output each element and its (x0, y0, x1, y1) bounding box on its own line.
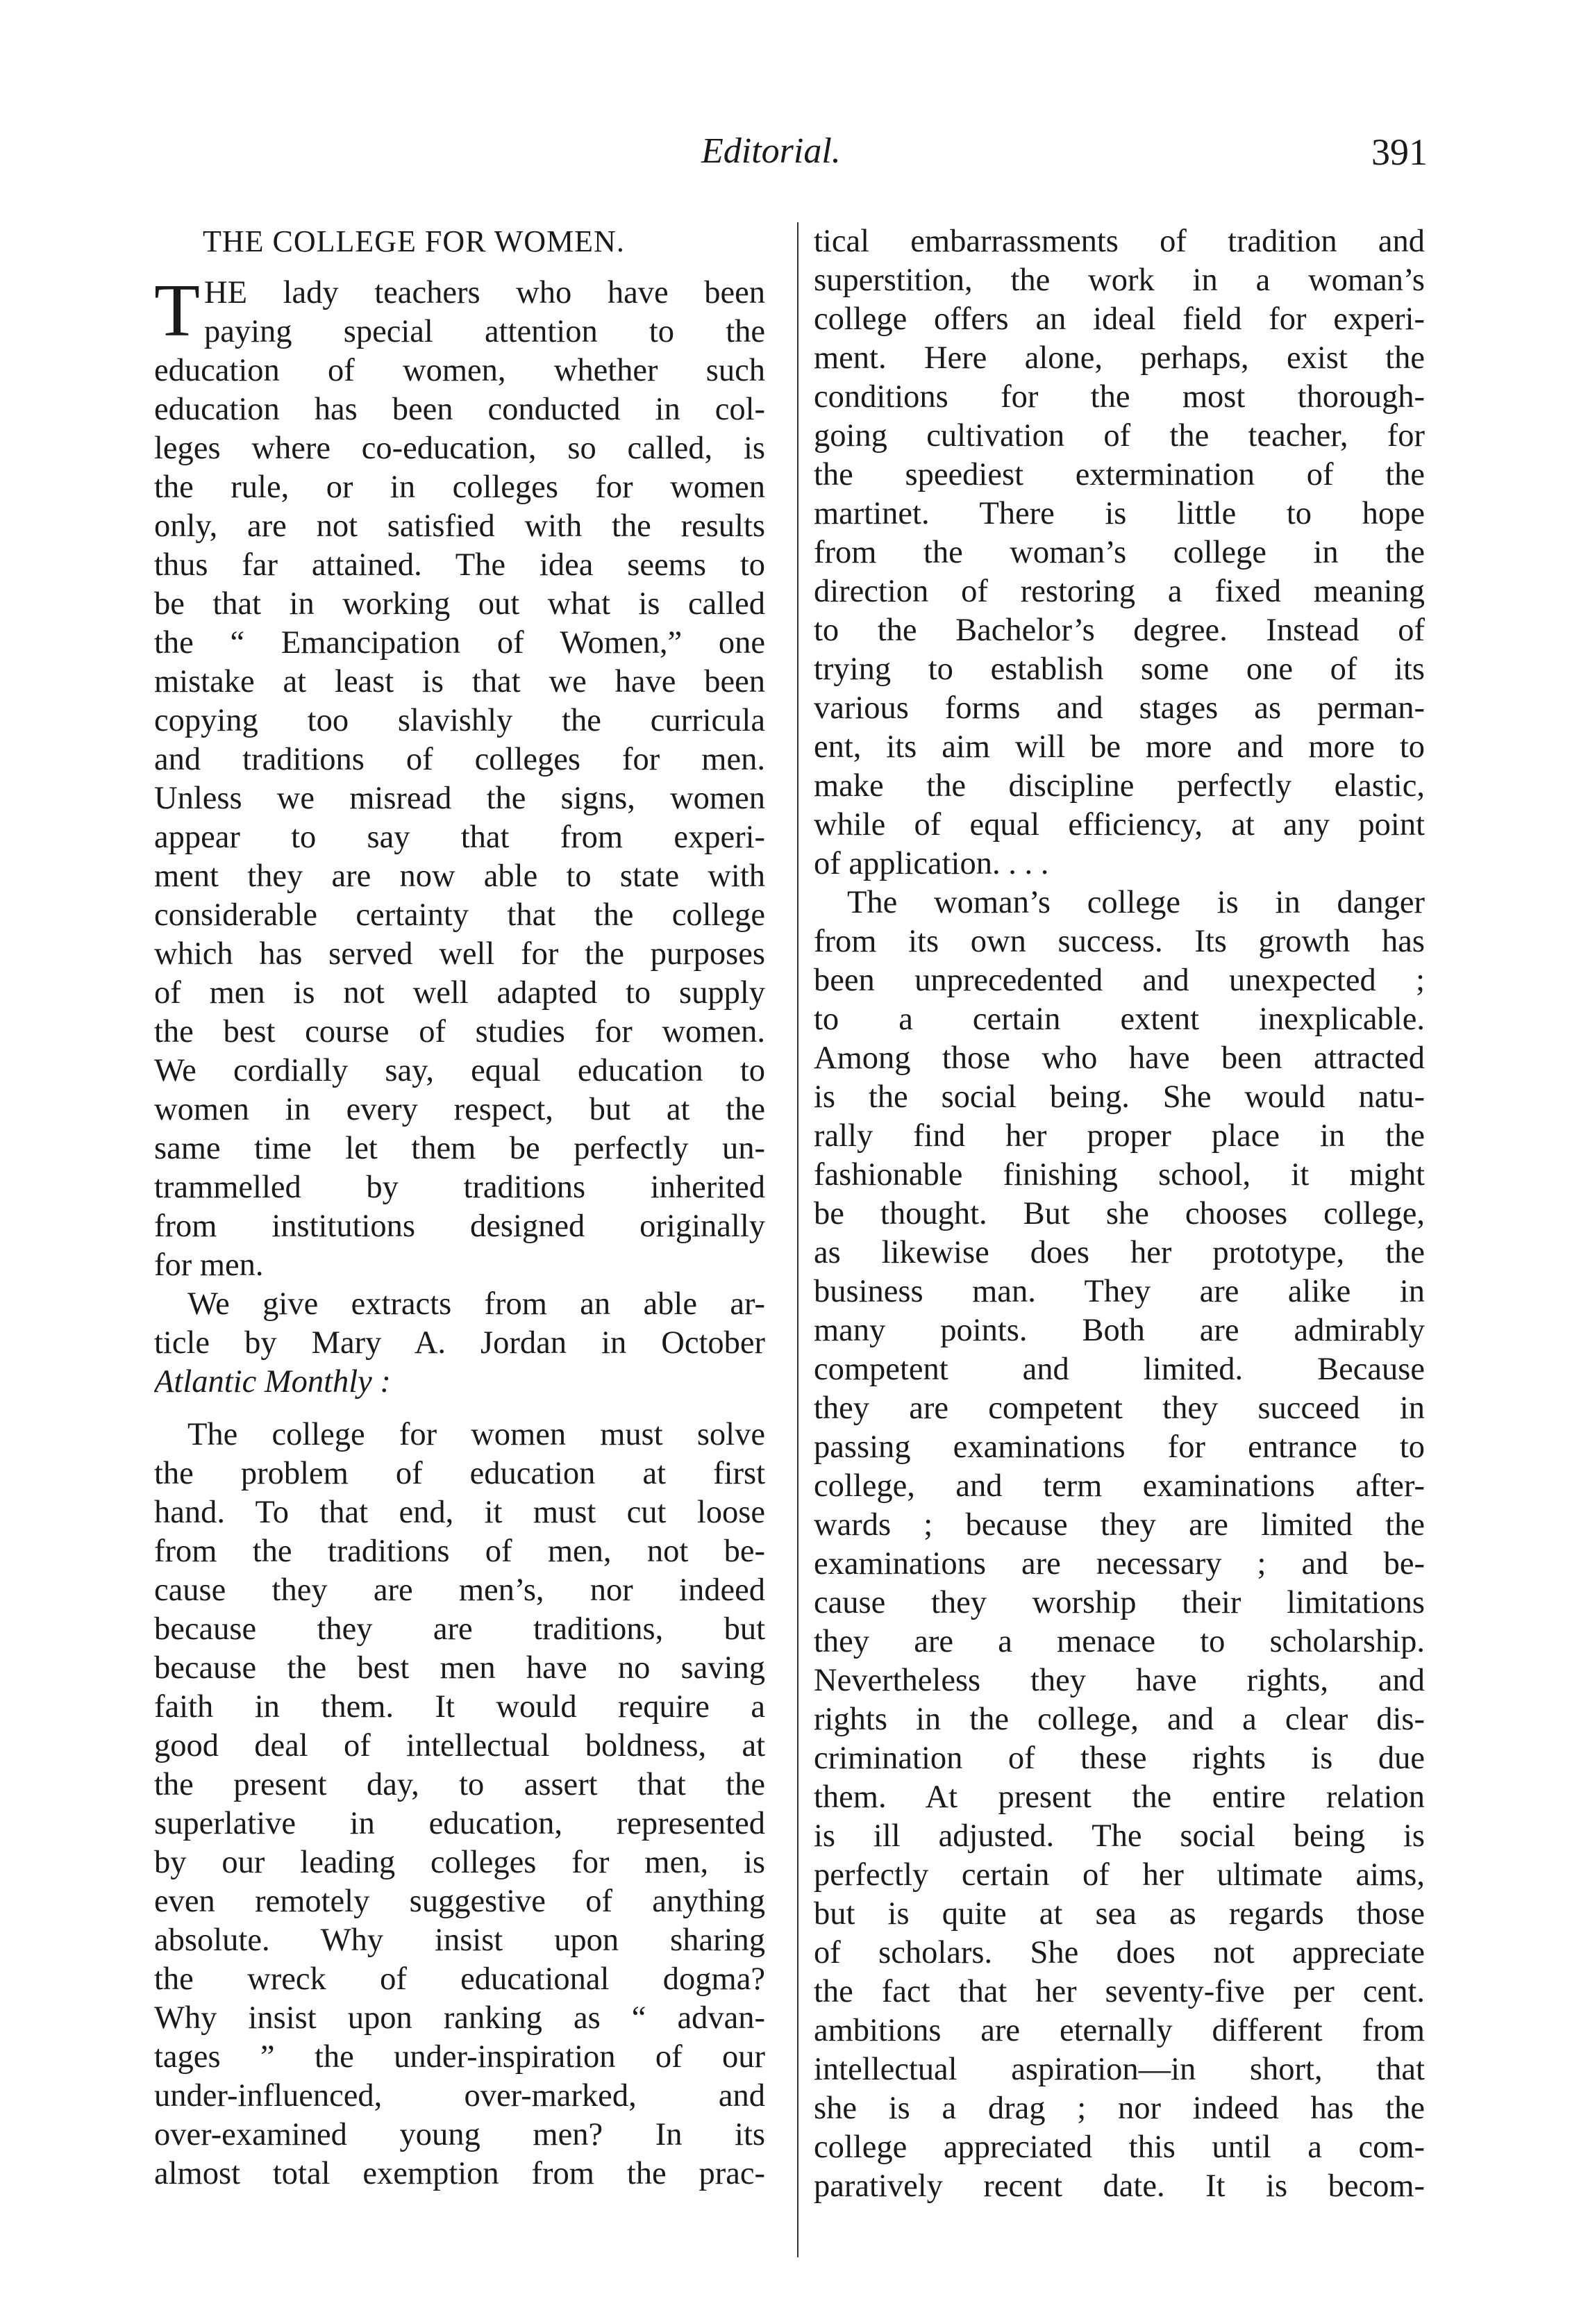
text-line: the fact that her seventy-five per cent. (814, 1974, 1425, 2009)
text-line: which has served well for the purposes (154, 936, 765, 972)
text-line: the present day, to assert that the (154, 1767, 765, 1802)
text-line: of scholars. She does not appreciate (814, 1935, 1425, 1970)
drop-cap: T (154, 269, 200, 352)
text-line: wards ; because they are limited the (814, 1507, 1425, 1543)
text-line: to the Bachelor’s degree. Instead of (814, 613, 1425, 648)
text-line: examinations are necessary ; and be- (814, 1546, 1425, 1582)
text-line: We cordially say, equal education to (154, 1053, 765, 1088)
text-line: Unless we misread the signs, women (154, 781, 765, 816)
text-line: The woman’s college is in danger (847, 885, 1425, 920)
page-number: 391 (1371, 131, 1428, 173)
text-line: the wreck of educational dogma? (154, 1961, 765, 1997)
running-header (0, 131, 1572, 186)
text-line: from its own success. Its growth has (814, 924, 1425, 959)
text-line: women in every respect, but at the (154, 1092, 765, 1127)
text-line: many points. Both are admirably (814, 1313, 1425, 1348)
text-line: be thought. But she chooses college, (814, 1196, 1425, 1231)
text-line: be that in working out what is called (154, 586, 765, 622)
text-line: for men. (154, 1247, 264, 1283)
opening-paragraph (154, 269, 765, 352)
text-line: only, are not satisfied with the results (154, 508, 765, 544)
text-line: tical embarrassments of tradition and (814, 224, 1425, 259)
text-line: paying special attention to the (204, 314, 765, 349)
spacer (154, 1402, 765, 1416)
text-line: various forms and stages as perman- (814, 690, 1425, 726)
text-line: superlative in education, represented (154, 1806, 765, 1841)
text-line: considerable certainty that the college (154, 897, 765, 933)
text-line: rights in the college, and a clear dis- (814, 1702, 1425, 1737)
text-line: is ill adjusted. The social being is (814, 1818, 1425, 1854)
text-line: college offers an ideal field for experi- (814, 301, 1425, 337)
text-line: fashionable finishing school, it might (814, 1157, 1425, 1193)
text-line: and traditions of colleges for men. (154, 742, 765, 777)
text-line: cause they are men’s, nor indeed (154, 1572, 765, 1608)
text-line: because the best men have no saving (154, 1650, 765, 1686)
text-line: faith in them. It would require a (154, 1689, 765, 1725)
text-line: Atlantic Monthly : (154, 1364, 391, 1400)
text-line: intellectual aspiration—in short, that (814, 2052, 1425, 2087)
text-line: because they are traditions, but (154, 1611, 765, 1647)
text-line: the speediest extermination of the (814, 457, 1425, 492)
text-line: superstition, the work in a woman’s (814, 263, 1425, 298)
text-line: The college for women must solve (187, 1417, 765, 1452)
text-line: by our leading colleges for men, is (154, 1845, 765, 1880)
text-line: college, and term examinations after- (814, 1468, 1425, 1504)
right-column (814, 222, 1425, 2206)
text-line: they are competent they succeed in (814, 1391, 1425, 1426)
text-line: from institutions designed originally (154, 1209, 765, 1244)
text-line: business man. They are alike in (814, 1274, 1425, 1309)
text-line: direction of restoring a fixed meaning (814, 574, 1425, 609)
text-line: mistake at least is that we have been (154, 664, 765, 699)
text-line: ment. Here alone, perhaps, exist the (814, 340, 1425, 376)
text-line: almost total exemption from the prac- (154, 2156, 765, 2191)
text-line: trammelled by traditions inherited (154, 1170, 765, 1205)
text-line: they are a menace to scholarship. (814, 1624, 1425, 1659)
text-line: the best course of studies for women. (154, 1014, 765, 1049)
text-line: conditions for the most thorough- (814, 379, 1425, 415)
text-line: is the social being. She would natu- (814, 1079, 1425, 1115)
text-line: from the traditions of men, not be- (154, 1534, 765, 1569)
text-line: thus far attained. The idea seems to (154, 547, 765, 583)
text-line: from the woman’s college in the (814, 535, 1425, 570)
text-line: even remotely suggestive of anything (154, 1884, 765, 1919)
text-line: paratively recent date. It is becom- (814, 2168, 1425, 2204)
text-line: but is quite at sea as regards those (814, 1896, 1425, 1932)
text-line: ambitions are eternally different from (814, 2013, 1425, 2048)
text-line: the “ Emancipation of Women,” one (154, 625, 765, 661)
text-line: while of equal efficiency, at any point (814, 807, 1425, 843)
text-line: rally find her proper place in the (814, 1118, 1425, 1154)
text-line: leges where co-education, so called, is (154, 431, 765, 466)
text-line: perfectly certain of her ultimate aims, (814, 1857, 1425, 1893)
text-line: been unprecedented and unexpected ; (814, 963, 1425, 998)
text-line: make the discipline perfectly elastic, (814, 768, 1425, 804)
text-line: of application. . . . (814, 846, 1049, 881)
text-line: as likewise does her prototype, the (814, 1235, 1425, 1270)
text-line: over-examined young men? In its (154, 2117, 765, 2152)
column-divider (797, 222, 798, 2257)
left-column (154, 222, 765, 2193)
text-line: absolute. Why insist upon sharing (154, 1923, 765, 1958)
text-line: education has been conducted in col- (154, 392, 765, 427)
running-title: Editorial. (701, 131, 841, 171)
text-line: them. At present the entire relation (814, 1779, 1425, 1815)
text-line: appear to say that from experi- (154, 820, 765, 855)
text-line: ticle by Mary A. Jordan in October (154, 1325, 765, 1361)
text-line: she is a drag ; nor indeed has the (814, 2091, 1425, 2126)
text-line: ent, its aim will be more and more to (814, 729, 1425, 765)
text-line: good deal of intellectual boldness, at (154, 1728, 765, 1763)
text-line: Among those who have been attracted (814, 1040, 1425, 1076)
text-line: trying to establish some one of its (814, 651, 1425, 687)
text-line: competent and limited. Because (814, 1352, 1425, 1387)
text-line: cause they worship their limitations (814, 1585, 1425, 1620)
text-line: ment they are now able to state with (154, 858, 765, 894)
text-line: martinet. There is little to hope (814, 496, 1425, 531)
text-line: college appreciated this until a com- (814, 2130, 1425, 2165)
text-line: Nevertheless they have rights, and (814, 1663, 1425, 1698)
text-line: We give extracts from an able ar- (187, 1286, 765, 1322)
text-line: to a certain extent inexplicable. (814, 1002, 1425, 1037)
text-line: Why insist upon ranking as “ advan- (154, 2000, 765, 2036)
text-line: crimination of these rights is due (814, 1741, 1425, 1776)
text-line: under-influenced, over-marked, and (154, 2078, 765, 2114)
text-line: tages ” the under-inspiration of our (154, 2039, 765, 2075)
text-line: same time let them be perfectly un- (154, 1131, 765, 1166)
text-line: passing examinations for entrance to (814, 1429, 1425, 1465)
text-line: the rule, or in colleges for women (154, 470, 765, 505)
text-line: hand. To that end, it must cut loose (154, 1495, 765, 1530)
article-title: THE COLLEGE FOR WOMEN. (203, 224, 625, 258)
text-line: going cultivation of the teacher, for (814, 418, 1425, 454)
text-line: of men is not well adapted to supply (154, 975, 765, 1011)
text-line: HE lady teachers who have been (204, 275, 765, 310)
text-line: education of women, whether such (154, 353, 765, 388)
text-line: the problem of education at first (154, 1456, 765, 1491)
text-line: copying too slavishly the curricula (154, 703, 765, 738)
